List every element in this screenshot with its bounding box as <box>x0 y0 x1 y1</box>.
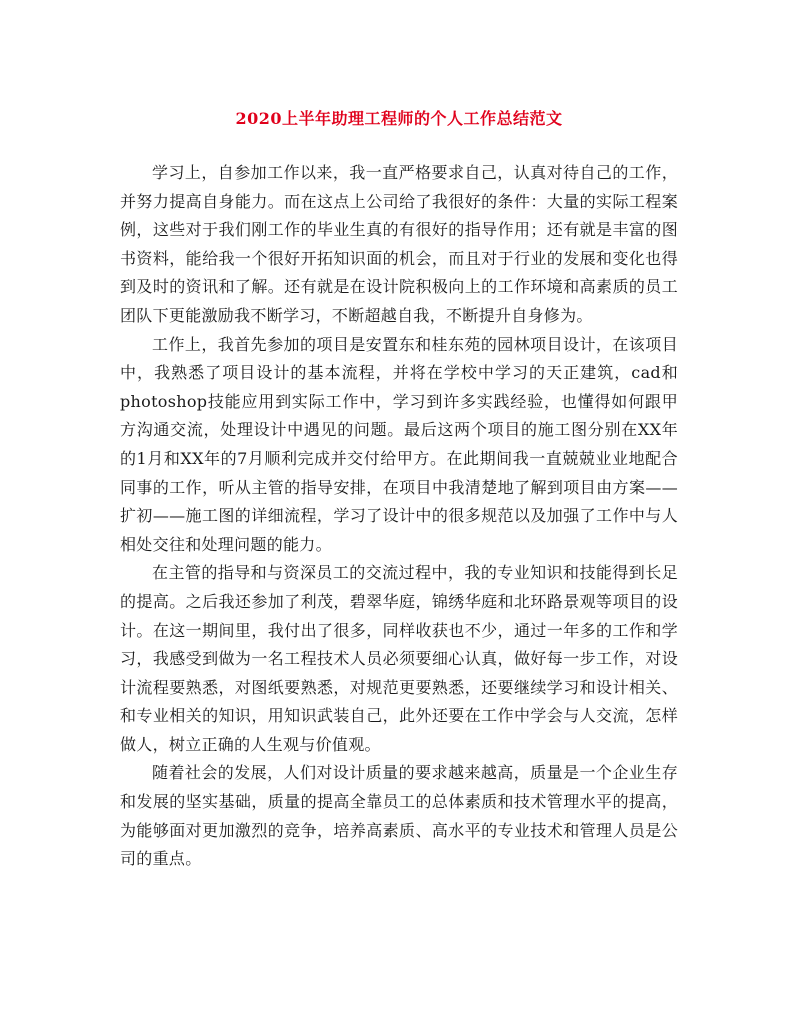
paragraph-quality: 随着社会的发展，人们对设计质量的要求越来越高，质量是一个企业生存和发展的坚实基础，质量的提高全靠员工的总体素质和技术管理水平的提高，为能够面对更加激烈的竞争，培养高素质、高水平的专业技术和管理人员是公司的重点。 <box>120 763 678 869</box>
paragraph-study: 学习上，自参加工作以来，我一直严格要求自己，认真对待自己的工作，并努力提高自身能力。而在这点上公司给了我很好的条件：大量的实际工程案例，这些对于我们刚工作的毕业生真的有很好的指导作用；还有就是丰富的图书资料，能给我一个很好开拓知识面的机会，而且对于行业的发展和变化也得到及时的资讯和了解。还有就是在设计院积极向上的工作环境和高素质的员工团队下更能激励我不断学习，不断超越自我，不断提升自身修为。 <box>120 163 678 325</box>
document-title: 2020上半年助理工程师的个人工作总结范文 <box>235 109 563 128</box>
paragraph-work: 工作上，我首先参加的项目是安置东和桂东苑的园林项目设计，在该项目中，我熟悉了项目设计的基本流程，并将在学校中学习的天正建筑，cad和photoshop技能应用到实际工作中，学习到许多实践经验，也懂得如何跟甲方沟通交流，处理设计中遇见的问题。最后这两个项目的施工图分别在XX年的1月和XX年的7月顺利完成并交付给甲方。在此期间我一直兢兢业业地配合同事的工作，听从主管的指导安排，在项目中我清楚地了解到项目由方案——扩初——施工图的详细流程，学习了设计中的很多规范以及加强了工作中与人相处交往和处理问题的能力。 <box>120 334 678 554</box>
paragraph-growth: 在主管的指导和与资深员工的交流过程中，我的专业知识和技能得到长足的提高。之后我还参加了利茂，碧翠华庭，锦绣华庭和北环路景观等项目的设计。在这一期间里，我付出了很多，同样收获也不少，通过一年多的工作和学习，我感受到做为一名工程技术人员必须要细心认真，做好每一步工作，对设计流程要熟悉，对图纸要熟悉，对规范更要熟悉，还要继续学习和设计相关、和专业相关的知识，用知识武装自己，此外还要在工作中学会与人交流，怎样做人，树立正确的人生观与价值观。 <box>120 563 678 754</box>
